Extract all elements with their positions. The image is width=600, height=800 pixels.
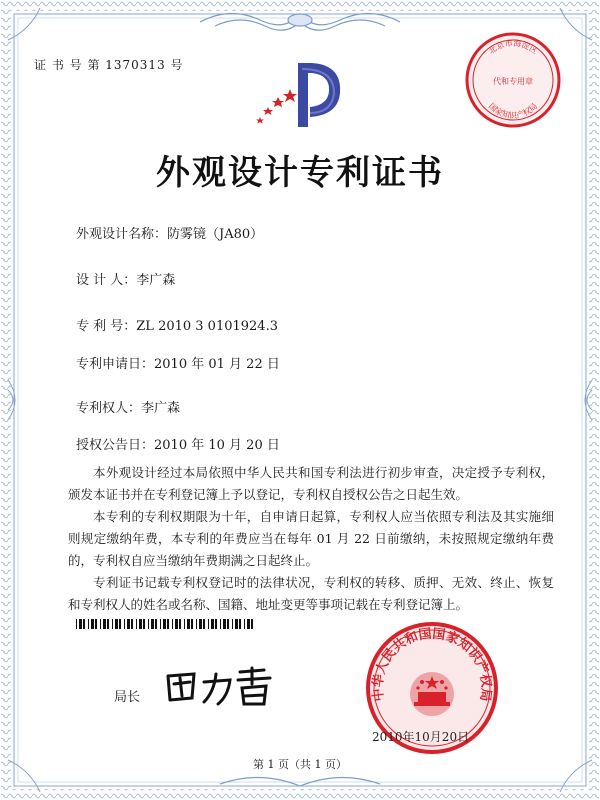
barcode [76,619,256,629]
field-patentee [76,397,180,416]
barcode-bar [191,619,193,629]
barcode-bar [155,619,157,629]
official-seal-text: 中华人民共和国国家知识产权局 [370,626,494,703]
barcode-bar [95,619,97,629]
barcode-bar [115,619,118,629]
body-paragraph: 本专利的专利权期限为十年，自申请日起算，专利权人应当依照专利法及其实施细则规定缴纳年费，本专利的年费应当在每年 01 月 22 日前缴纳，未按照规定缴纳年费的，专利权自应当缴纳年费期满之日起终止。 [68,509,554,568]
barcode-bar [175,619,178,629]
field-value: ZL 2010 3 0101924.3 [136,319,278,334]
field-value: 李广森 [136,273,176,288]
field-value: 2010 年 01 月 22 日 [154,357,280,372]
barcode-bar [211,619,214,629]
field-label: 专 利 号： [76,319,137,334]
certificate-number: 证 书 号 第 1370313 号 [34,58,184,72]
barcode-bar [167,619,169,629]
barcode-bar [143,619,145,629]
barcode-bar [184,619,185,629]
field-label: 专利权人： [76,401,142,416]
field-label: 授权公告日： [76,438,155,453]
body-paragraph: 本外观设计经过本局依照中华人民共和国专利法进行初步审查，决定授予专利权，颁发本证书并在专利登记簿上予以登记，专利权自授权公告之日起生效。 [68,465,554,502]
barcode-bar [79,619,82,629]
seal-mid-text: 代和专用章 [493,77,533,86]
field-label: 设 计 人： [76,273,137,288]
body-paragraph: 专利证书记载专利权登记时的法律状况，专利权的转移、质押、无效、终止、恢复和专利权人的姓名或名称、国籍、地址变更等事项记载在专利登记簿上。 [68,575,554,612]
barcode-bar [232,619,233,629]
seal-bottom-text: 国家知识产权局 [486,101,540,121]
barcode-bar [131,619,133,629]
barcode-bar [244,619,245,629]
barcode-bar [172,619,173,629]
barcode-bar [107,619,109,629]
barcode-bar [100,619,101,629]
seal-date: 2010年10月20日 [372,730,470,744]
barcode-bar [251,619,253,629]
top-ornament [200,13,400,30]
field-value: 2010 年 10 月 20 日 [154,438,280,453]
certificate-title: 外观设计专利证书 [156,153,444,193]
barcode-bar [203,619,205,629]
barcode-bar [208,619,209,629]
field-label: 专利申请日： [76,357,155,372]
seal-top-text: 北京市海淀区 [486,38,540,56]
barcode-bar [103,619,106,629]
barcode-bar [247,619,250,629]
barcode-bar [163,619,166,629]
barcode-bar [235,619,238,629]
barcode-bar [124,619,125,629]
page-footer: 第 1 页（共 1 页） [253,758,347,771]
barcode-bar [160,619,161,629]
barcode-bar [179,619,181,629]
field-patent-number [76,315,278,334]
barcode-bar [199,619,202,629]
barcode-bar [227,619,229,629]
director-signature [160,660,280,710]
field-value: 李广森 [141,401,181,416]
barcode-bar [83,619,85,629]
barcode-bar [139,619,142,629]
barcode-bar [187,619,190,629]
field-label: 外观设计名称： [76,227,168,242]
certificate-body [68,462,554,616]
barcode-bar [112,619,113,629]
barcode-bar [215,619,217,629]
barcode-bar [91,619,94,629]
field-announcement-date [76,434,280,453]
barcode-bar [220,619,221,629]
field-application-date [76,353,280,372]
barcode-bar [148,619,149,629]
agency-seal [463,30,563,130]
barcode-bar [151,619,154,629]
barcode-bar [88,619,89,629]
barcode-bar [223,619,226,629]
barcode-bar [239,619,241,629]
field-design-name [76,223,263,242]
director-label: 局长 [114,690,141,705]
field-designer [76,269,175,288]
barcode-bar [196,619,197,629]
barcode-bar [136,619,137,629]
barcode-bar [119,619,121,629]
field-value: 防雾镜（JA80） [167,227,264,242]
barcode-bar [127,619,130,629]
national-emblem-icon [410,672,454,716]
barcode-bar [76,619,77,629]
patent-office-logo-icon [250,55,350,135]
